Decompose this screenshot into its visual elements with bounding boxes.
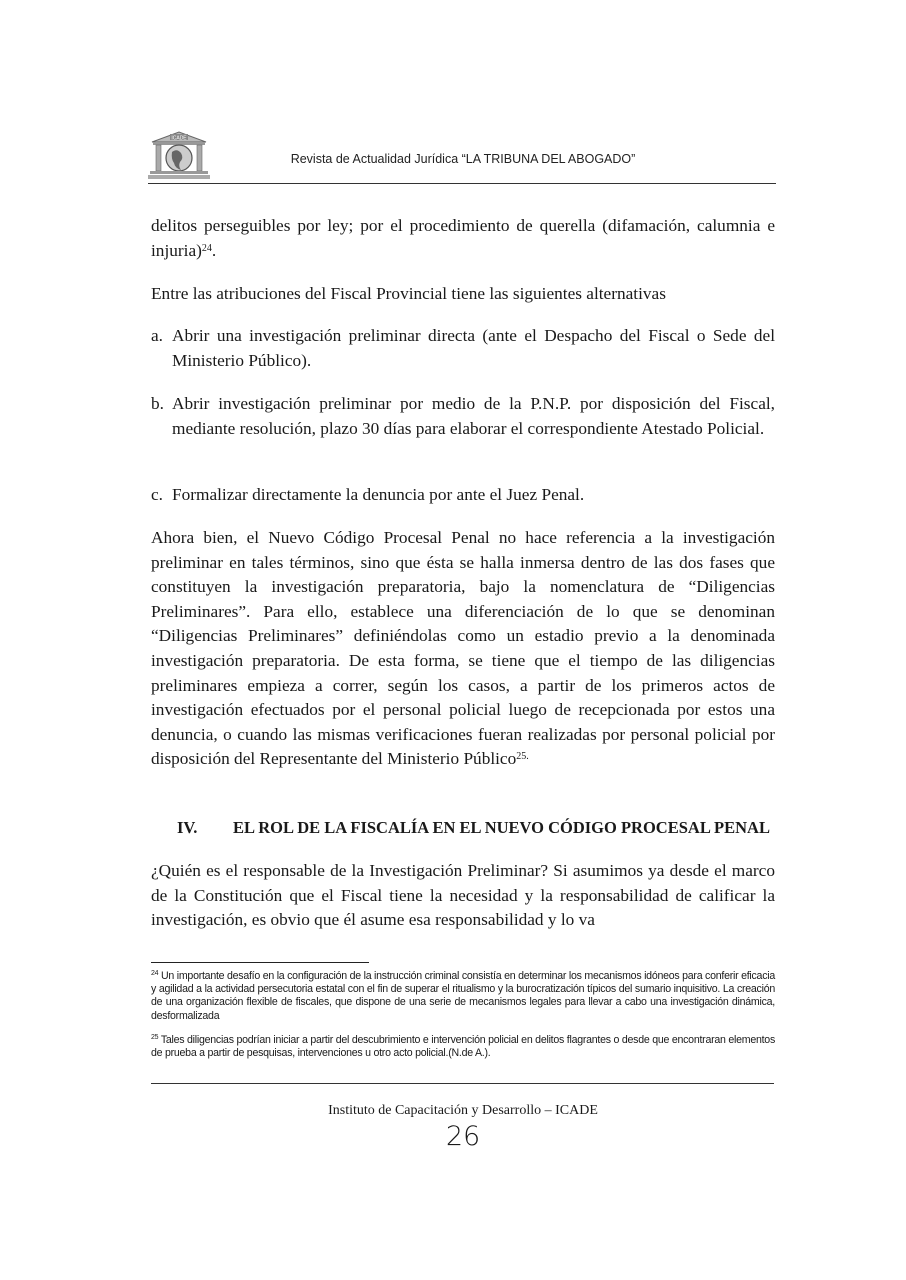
footnote-number: 24: [151, 970, 159, 977]
footnote-text: Tales diligencias podrían iniciar a partir del descubrimiento e intervención policial en delitos flagrantes o desde que encontraran elementos de prueba a partir de pesquisas, intervenciones u otro acto policial.(N.de A.).: [151, 1034, 775, 1060]
page-number: 26: [445, 1121, 481, 1152]
section-title: EL ROL DE LA FISCALÍA EN EL NUEVO CÓDIGO PROCESAL PENAL: [233, 818, 770, 837]
header-divider: [148, 183, 776, 184]
section-number: IV.: [177, 818, 198, 837]
footnote-24: [151, 970, 775, 1023]
list-item-text: Abrir investigación preliminar por medio de la P.N.P. por disposición del Fiscal, mediante resolución, plazo 30 días para elaborar el correspondiente Atestado Policial.: [172, 394, 775, 438]
footnote-25: [151, 1034, 775, 1060]
paragraph-text: Ahora bien, el Nuevo Código Procesal Penal no hace referencia a la investigación preliminar en tales términos, sino que ésta se halla inmersa dentro de las dos fases que constituyen la investigación preparatoria, bajo la nomenclatura de “Diligencias Preliminares”. Para ello, establece una diferenciación de lo que se denominan “Diligencias Preliminares” definiéndolas como un estadio previo a la denominada investigación preparatoria. De esta forma, se tiene que el tiempo de las diligencias preliminares empieza a correr, según los casos, a partir de los primeros actos de investigación efectuados por el personal policial luego de recepcionada por estos una denuncia, o cuando las mismas verificaciones fueran realizadas por personal policial por disposición del Representante del Ministerio Público: [151, 528, 775, 769]
footer-divider: [151, 1083, 774, 1084]
paragraph-3: [151, 526, 775, 772]
list-item: [151, 324, 775, 373]
section-heading: [177, 818, 770, 838]
list-marker: b.: [151, 394, 164, 413]
footnote-divider: [151, 962, 369, 963]
footnote-ref[interactable]: 24: [201, 242, 212, 254]
list-item: [151, 392, 775, 441]
footnote-number: 25: [151, 1034, 159, 1041]
footnote-text: Un importante desafío en la configuración de la instrucción criminal consistía en determinar los mecanismos idóneos para conferir eficacia y agilidad a la actividad persecutoria estatal con el fin de superar el ritualismo y la burocratización típicos del sumario inquisitivo. La creación de una organización flexible de fiscales, que dispone de una serie de mecanismos legales para llevar a cabo una investigación dinámica, desformalizada: [151, 970, 775, 1022]
list-item: [151, 483, 775, 508]
paragraph-1: [151, 214, 775, 263]
list-item-text: Abrir una investigación preliminar directa (ante el Despacho del Fiscal o Sede del Ministerio Público).: [172, 326, 775, 370]
list-item-text: Formalizar directamente la denuncia por ante el Juez Penal.: [172, 485, 585, 504]
footnote-ref[interactable]: 25.: [516, 751, 529, 763]
paragraph-4: ¿Quién es el responsable de la Investigación Preliminar? Si asumimos ya desde el marco de la Constitución que el Fiscal tiene la necesidad y la responsabilidad de calificar la investigación, es obvio que él asume esa responsabilidad y lo va: [151, 861, 775, 930]
svg-text:ICADE: ICADE: [171, 135, 187, 142]
paragraph-end: .: [211, 240, 217, 260]
journal-title: Revista de Actualidad Jurídica “LA TRIBUNA DEL ABOGADO”: [290, 152, 636, 166]
paragraph-2: Entre las atribuciones del Fiscal Provincial tiene las siguientes alternativas: [151, 284, 666, 303]
list-marker: a.: [151, 326, 163, 345]
list-marker: c.: [151, 485, 163, 504]
footer-institution: Instituto de Capacitación y Desarrollo – ICADE: [328, 1103, 598, 1118]
paragraph-text: delitos perseguibles por ley; por el procedimiento de querella (difamación, calumnia e injuria): [151, 216, 775, 260]
